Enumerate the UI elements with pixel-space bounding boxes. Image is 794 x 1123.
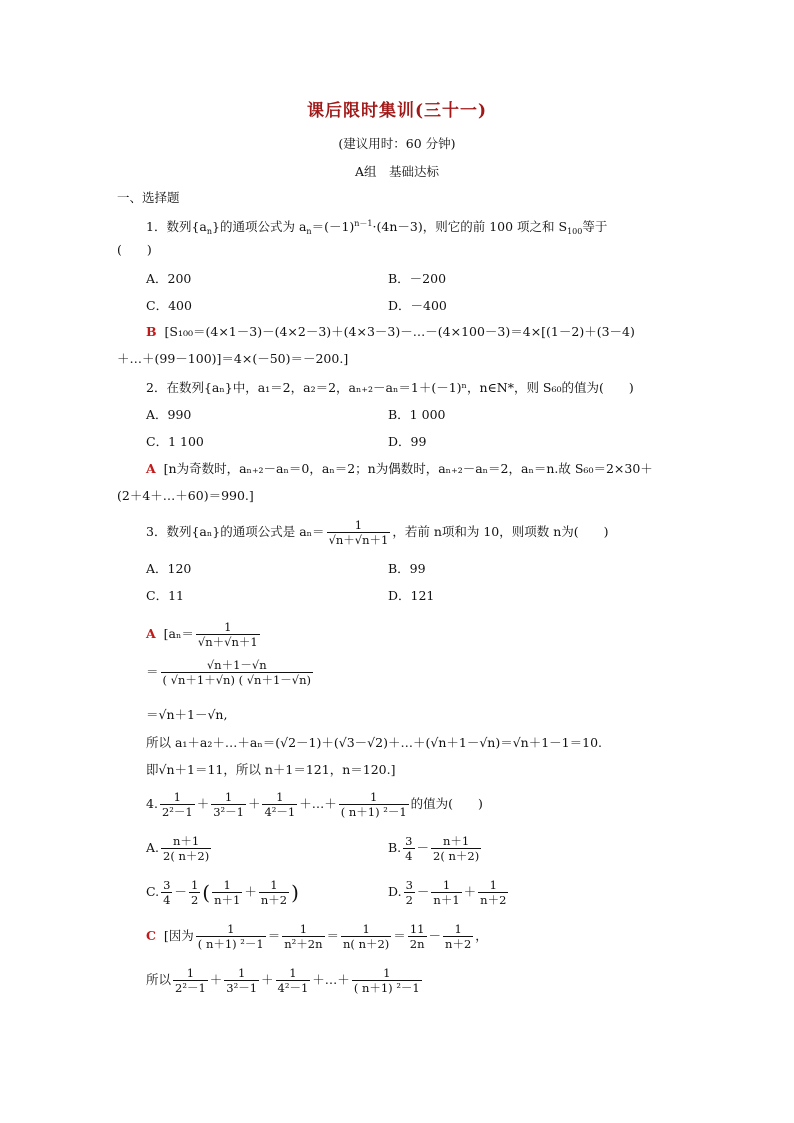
q1-option-c: C．400	[146, 298, 192, 313]
q4-option-d	[388, 878, 510, 907]
fraction-denominator: 4	[163, 893, 171, 907]
solution-fraction	[224, 966, 259, 995]
fraction-numerator: 1	[196, 922, 266, 937]
fraction-denominator: 4	[405, 849, 413, 863]
fraction-numerator: n＋1	[161, 834, 211, 849]
q1-stem-part: ·(4n－3)，则它的前 100 项之和 S	[372, 219, 568, 234]
fraction-denominator: 2²－1	[161, 805, 193, 819]
fraction-denominator: 3²－1	[226, 981, 258, 995]
q3-fraction	[327, 518, 391, 547]
q1-stem: 1．数列$\{a_n\}$的通项公式为 $a_n=(-1)^{n-1}\cdot(4n-3)$，则它的前 100 项之和 $S_{100}$等于	[146, 219, 608, 236]
q2-stem: 2．在数列{aₙ}中，a₁＝2，a₂＝2，aₙ₊₂－aₙ＝1＋(－1)ⁿ，n∈N*，则 S₆₀的值为( )	[146, 380, 634, 395]
q1-stem-part: 等于	[582, 219, 608, 234]
q3-solution-line1	[146, 620, 262, 649]
fraction-denominator: n＋2	[480, 893, 507, 907]
fraction-denominator: 2	[405, 893, 413, 907]
solution-fraction	[282, 922, 324, 951]
fraction-numerator: √n＋1－√n	[161, 658, 313, 673]
q3-solution-line2	[146, 658, 315, 687]
fraction-denominator: ( n＋1) ²－1	[353, 981, 420, 995]
fraction-denominator: 2( n＋2)	[163, 849, 210, 863]
q3-solution-fraction	[196, 620, 260, 649]
option-fraction	[212, 878, 242, 907]
group-heading: A组 基础达标	[354, 164, 440, 179]
fraction-numerator: 11	[408, 922, 427, 937]
q2-option-c: C．1 100	[146, 434, 204, 449]
option-fraction	[431, 834, 481, 863]
fraction-denominator: ( n＋1) ²－1	[340, 805, 407, 819]
q2-solution-text: [n为奇数时，aₙ₊₂－aₙ＝0，aₙ＝2；n为偶数时，aₙ₊₂－aₙ＝2，aₙ＝n.故 S₆₀＝2×30＋	[163, 461, 653, 476]
q4-solution-line2	[146, 966, 424, 995]
q4-option-a	[146, 834, 213, 863]
q1-solution-line1	[146, 324, 635, 340]
q3-solution-line4: 所以 a₁＋a₂＋…＋aₙ＝(√2－1)＋(√3－√2)＋…＋(√n＋1－√n)＝√n＋1－1＝10.	[146, 735, 603, 750]
option-fraction	[259, 878, 289, 907]
solution-fraction	[276, 966, 311, 995]
q4-stem-tail: 的值为( )	[410, 796, 483, 811]
fraction-denominator: √n＋√n＋1	[197, 635, 258, 649]
q2-answer: A	[146, 461, 156, 476]
fraction-numerator: 1	[211, 790, 246, 805]
q3-solution-text: [aₙ＝	[163, 626, 194, 641]
fraction-numerator: n＋1	[431, 834, 481, 849]
q4-term	[262, 790, 297, 819]
option-fraction	[189, 878, 200, 907]
solution-fraction	[443, 922, 473, 951]
q3-rationalized-fraction	[161, 658, 313, 687]
q4-number: 4.	[146, 796, 158, 811]
equals-sign: ＝	[393, 928, 406, 943]
fraction-denominator: ( √n＋1＋√n) ( √n＋1－√n)	[162, 673, 311, 687]
fraction-numerator: 1	[282, 922, 324, 937]
fraction-denominator: 4²－1	[264, 805, 296, 819]
plus-sign: ＋	[261, 972, 274, 987]
solution-fraction	[196, 922, 266, 951]
q4-solution-line1	[146, 922, 488, 951]
q3-solution-line3: ＝√n＋1－√n,	[146, 707, 228, 722]
solution-fraction	[341, 922, 391, 951]
fraction-numerator: 1	[327, 518, 391, 533]
option-label: B.	[388, 840, 402, 855]
fraction-denominator: ( n＋1) ²－1	[197, 937, 264, 951]
ellipsis-plus: ＋…＋	[299, 796, 337, 811]
q1-answer: B	[146, 324, 157, 339]
section-heading: 一、选择题	[117, 190, 180, 205]
q4-stem	[146, 790, 483, 819]
fraction-numerator: 1	[262, 790, 297, 805]
equals-sign: ＝	[267, 928, 281, 943]
fraction-numerator: 1	[341, 922, 391, 937]
q1-stem-part: 1．数列{a	[146, 219, 207, 234]
fraction-denominator: 2²－1	[175, 981, 206, 995]
q3-solution-line5: 即√n＋1＝11，所以 n＋1＝121，n＝120.]	[146, 762, 396, 777]
q2-option-a: A．990	[146, 407, 192, 422]
fraction-numerator: 1	[173, 966, 208, 981]
q4-option-b	[388, 834, 483, 863]
q1-exponent: n－1	[354, 219, 373, 228]
minus-sign: －	[416, 840, 430, 855]
minus-sign: －	[428, 928, 442, 943]
q4-solution-text: 所以	[146, 972, 172, 987]
plus-sign: ＋	[196, 796, 210, 811]
option-label: C.	[146, 884, 160, 899]
q3-stem-part: ，若前 n项和为 10，则项数 n为( )	[392, 524, 609, 539]
time-hint: (建议用时：60 分钟)	[338, 136, 456, 151]
q1-solution-line2: ＋…＋(99－100)]＝4×(－50)＝－200.]	[117, 351, 349, 366]
fraction-numerator: 3	[405, 878, 413, 892]
fraction-numerator: 1	[190, 878, 199, 892]
comma: ，	[475, 928, 488, 943]
fraction-denominator: n＋2	[445, 937, 472, 951]
fraction-numerator: 1	[339, 790, 409, 805]
q4-solution-text: [因为	[163, 928, 194, 943]
fraction-numerator: 3	[405, 834, 413, 848]
fraction-numerator: 1	[160, 790, 195, 805]
q2-option-b: B．1 000	[388, 407, 446, 422]
fraction-denominator: 2( n＋2)	[433, 849, 480, 863]
fraction-numerator: 1	[478, 878, 508, 893]
fraction-numerator: 1	[276, 966, 311, 981]
fraction-numerator: 3	[163, 878, 171, 892]
fraction-numerator: 1	[431, 878, 461, 893]
ellipsis-plus: ＋…＋	[312, 972, 350, 987]
q3-answer: A	[146, 626, 156, 641]
option-fraction	[403, 834, 414, 863]
q1-option-a: A．200	[146, 271, 192, 286]
fraction-denominator: n＋2	[260, 893, 288, 907]
solution-fraction	[173, 966, 208, 995]
fraction-denominator: n²＋2n	[284, 937, 323, 951]
fraction-numerator: 1	[443, 922, 473, 937]
plus-sign: ＋	[247, 796, 261, 811]
q3-option-b: B．99	[388, 561, 426, 576]
plus-sign: ＋	[244, 884, 257, 899]
q1-bracket: ( )	[117, 242, 152, 257]
fraction-denominator: n＋1	[214, 893, 241, 907]
fraction-numerator: 1	[259, 878, 289, 893]
solution-fraction	[352, 966, 422, 995]
option-fraction	[404, 878, 415, 907]
q4-option-c: C. $\frac{3}{4}$ － $\frac{1}{2}$ ( $\frac{1}{n+1}$ ＋ $\frac{1}{n+2}$ )	[146, 878, 299, 907]
fraction-denominator: n＋1	[433, 893, 460, 907]
q1-stem-part: ＝(－1)	[311, 219, 355, 234]
plus-sign: ＋	[209, 972, 223, 987]
fraction-denominator: n( n＋2)	[343, 937, 390, 951]
q2-solution-line1	[146, 461, 653, 477]
minus-sign: －	[416, 884, 430, 899]
q3-option-a: A．120	[146, 561, 192, 576]
q2-option-d: D．99	[388, 434, 427, 449]
fraction-numerator: 1	[224, 966, 259, 981]
q3-option-c: C．11	[146, 588, 184, 603]
q3-stem-part: 3．数列{aₙ}的通项公式是 aₙ＝	[146, 524, 325, 539]
fraction-denominator: 3²－1	[213, 805, 244, 819]
option-label: A.	[146, 840, 160, 855]
fraction-denominator: √n＋√n＋1	[328, 533, 389, 547]
solution-fraction	[408, 922, 427, 951]
option-fraction	[161, 834, 211, 863]
q1-option-b: B．－200	[388, 271, 447, 286]
q3-option-d: D．121	[388, 588, 435, 603]
q1-stem-part: }的通项公式为 a	[212, 219, 307, 234]
q4-term	[160, 790, 195, 819]
fraction-numerator: 1	[352, 966, 422, 981]
q1-subscript: 100	[567, 227, 583, 236]
page-title: 课后限时集训(三十一)	[306, 101, 488, 121]
equals-sign: ＝	[146, 664, 159, 679]
q2-solution-line2: (2＋4＋…＋60)＝990.]	[117, 488, 254, 503]
fraction-numerator: 1	[196, 620, 260, 635]
plus-sign: ＋	[463, 884, 477, 899]
q4-answer: C	[146, 928, 156, 943]
option-fraction	[478, 878, 508, 907]
fraction-denominator: 2n	[409, 937, 425, 951]
q3-stem	[146, 518, 609, 547]
fraction-denominator: 2	[190, 893, 199, 907]
option-fraction	[161, 878, 172, 907]
fraction-numerator: 1	[212, 878, 242, 893]
q4-term	[339, 790, 409, 819]
option-fraction	[431, 878, 461, 907]
minus-sign: －	[174, 884, 187, 899]
q1-solution-text: [S₁₀₀＝(4×1－3)－(4×2－3)＋(4×3－3)－…－(4×100－3)＝4×[(1－2)＋(3－4)	[164, 324, 635, 339]
option-label: D.	[388, 884, 402, 899]
fraction-denominator: 4²－1	[277, 981, 309, 995]
q4-term	[211, 790, 246, 819]
equals-sign: ＝	[326, 928, 340, 943]
q1-option-d: D．－400	[388, 298, 447, 313]
